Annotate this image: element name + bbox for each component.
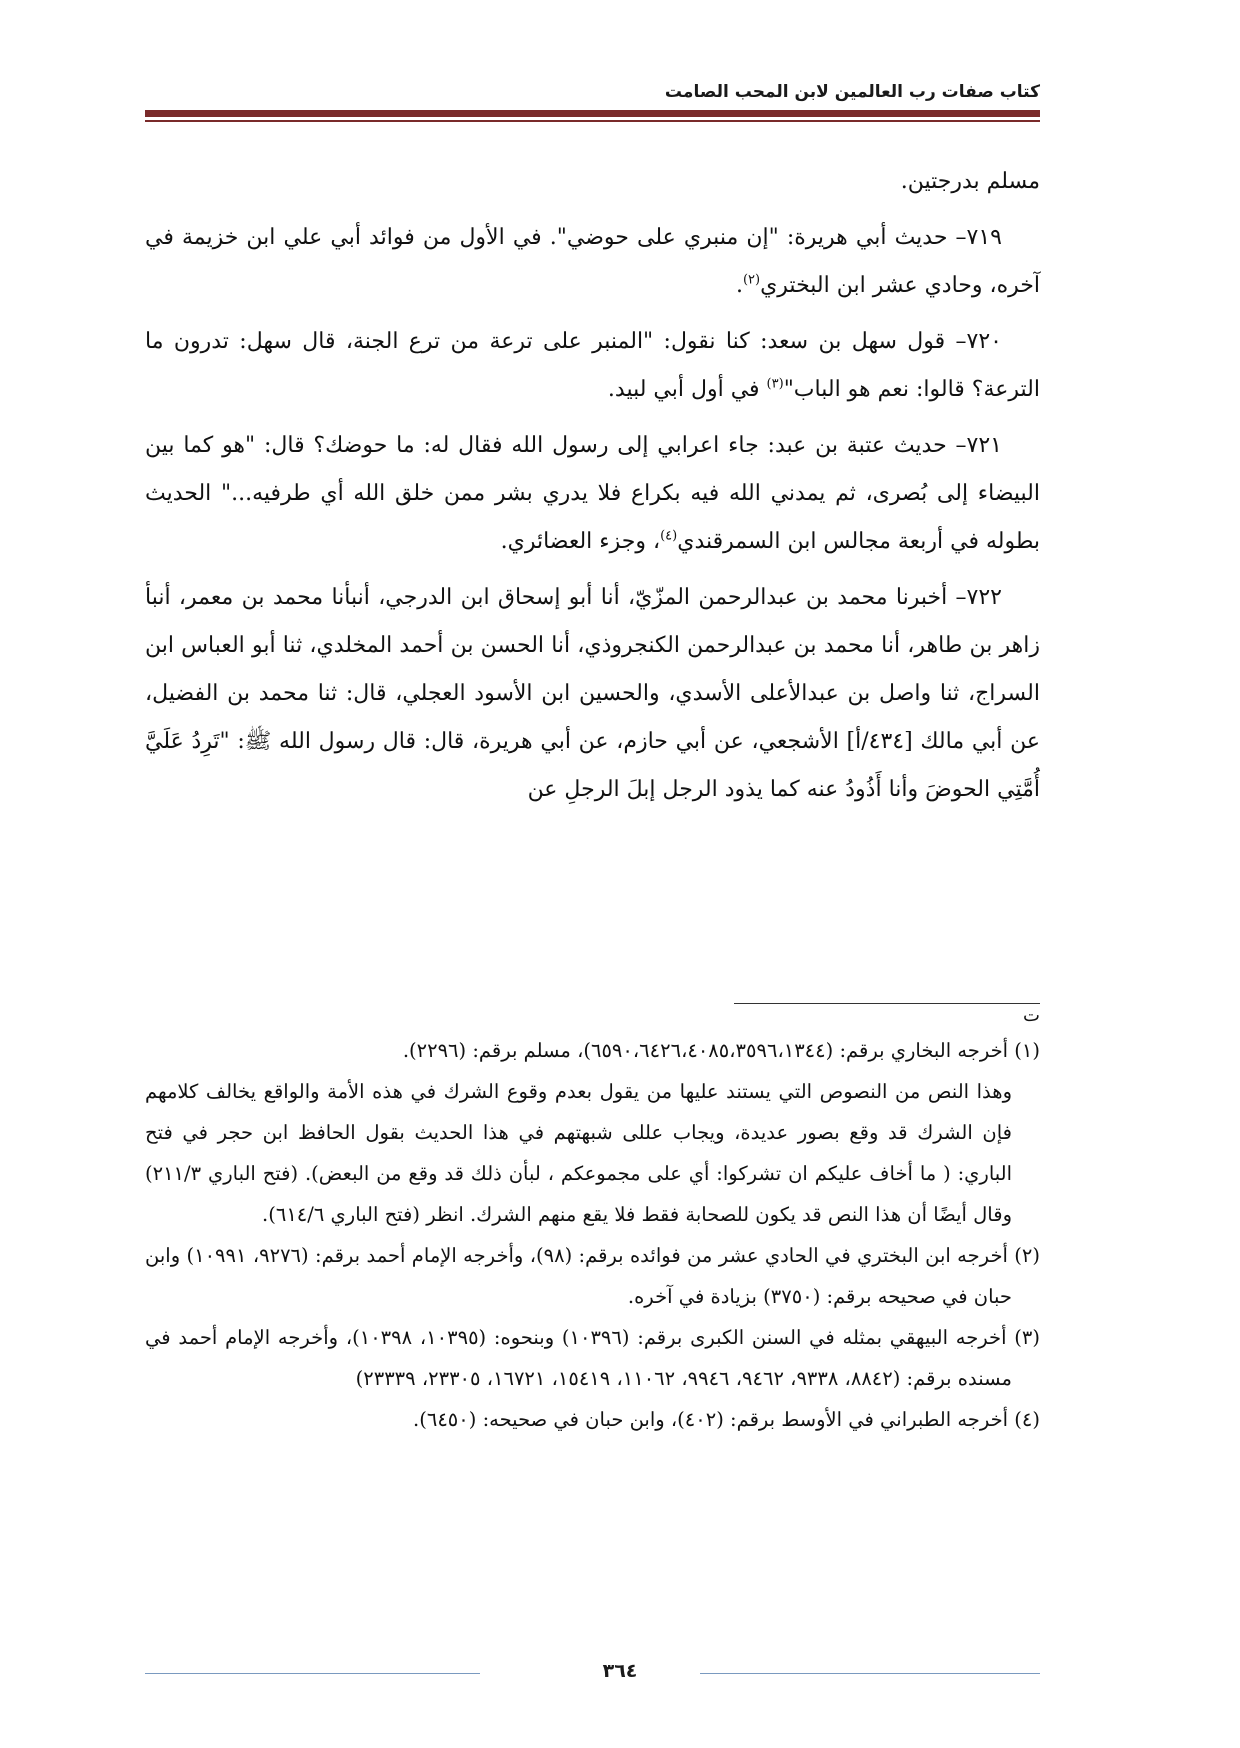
footnote-reference[interactable]: (٢) bbox=[742, 272, 761, 288]
paragraph-721 bbox=[145, 422, 1040, 566]
footnote-reference[interactable]: (٤) bbox=[660, 528, 678, 544]
footnotes bbox=[145, 1030, 1040, 1440]
paragraph-text-end: ، وجزء العضائري. bbox=[500, 529, 661, 554]
paragraph-text-end: . bbox=[735, 273, 743, 298]
paragraph-722 bbox=[145, 574, 1040, 814]
footer-divider-right bbox=[700, 1673, 1040, 1674]
footnote-1: (١) أخرجه البخاري برقم: (٦٥٩٠،٦٤٢٦،٤٠٨٥،٣٥٩٦،١٣٤٤)، مسلم برقم: (٢٢٩٦). bbox=[402, 1039, 1040, 1062]
page-number: ٣٦٤ bbox=[602, 1660, 638, 1682]
footnote-3: (٣) أخرجه البيهقي بمثله في السنن الكبرى برقم: (١٠٣٩٦) وبنحوه: (١٠٣٩٥، ١٠٣٩٨)، وأخرجه الإمام أحمد في مسنده برقم: (٨٨٤٢، ٩٣٣٨، ٩٤٦٢، ٩٩٤٦، ١١٠٦٢، ١٥٤١٩، ١٦٧٢١، ٢٣٣٠٥، ٢٣٣٣٩) bbox=[145, 1326, 1041, 1390]
paragraph-719 bbox=[145, 214, 1040, 310]
footnote-separator bbox=[734, 1003, 1040, 1004]
header-divider-thick bbox=[145, 110, 1040, 117]
paragraph-text: مسلم بدرجتين. bbox=[900, 169, 1040, 194]
footnote-4: (٤) أخرجه الطبراني في الأوسط برقم: (٤٠٢)، وابن حبان في صحيحه: (٦٤٥٠). bbox=[413, 1408, 1040, 1431]
main-text bbox=[145, 158, 1040, 822]
paragraph-text: ٧١٩– حديث أبي هريرة: "إن منبري على حوضي". في الأول من فوائد أبي علي ابن خزيمة في آخره، وحادي عشر ابن البختري bbox=[145, 225, 1040, 298]
paragraph-720 bbox=[145, 318, 1040, 414]
paragraph-text-end: في أول أبي لبيد. bbox=[607, 377, 767, 402]
footer-divider-left bbox=[145, 1673, 480, 1674]
footnote-1-continuation: وهذا النص من النصوص التي يستند عليها من يقول بعدم وقوع الشرك في هذه الأمة والواقع يخالف كلامهم فإن الشرك قد وقع بصور عديدة، ويجاب عللى شبهتهم في هذا الحديث بقول الحافظ ابن حجر في فتح الباري: ( ما أخاف عليكم ان تشركوا: أي على مجموعكم ، لبأن ذلك قد وقع من البعض). (فتح الباري ٢١١/٣) وقال أيضًا أن هذا النص قد يكون للصحابة فقط فلا يقع منهم الشرك. انظر (فتح الباري ٦١٤/٦). bbox=[145, 1080, 1012, 1226]
book-title: كتاب صفات رب العالمين لابن المحب الصامت bbox=[664, 82, 1040, 102]
header-divider-thin bbox=[145, 120, 1040, 122]
paragraph-text: ٧٢١– حديث عتبة بن عبد: جاء اعرابي إلى رسول الله فقال له: ما حوضك؟ قال: "هو كما بين البيضاء إلى بُصرى، ثم يمدني الله فيه بكراع فلا يدري بشر ممن خلق الله أي طرفيه..." الحديث بطوله في أربعة مجالس ابن السمرقندي bbox=[145, 433, 1040, 554]
continuation-mark: ت bbox=[1023, 1005, 1040, 1026]
paragraph-text: ٧٢٢– أخبرنا محمد بن عبدالرحمن المزّيّ، أنا أبو إسحاق ابن الدرجي، أنبأنا محمد بن معمر، أنبأ زاهر بن طاهر، أنا محمد بن عبدالرحمن الكنجروذي، أنا الحسن بن أحمد المخلدي، ثنا أبو العباس ابن السراج، ثنا واصل بن عبدالأعلى الأسدي، والحسين ابن الأسود العجلي، قال: ثنا محمد بن الفضيل، عن أبي مالك [٤٣٤/أ] الأشجعي، عن أبي حازم، عن أبي هريرة، قال: قال رسول الله ﷺ: "تَرِدُ عَلَيَّ أُمَّتِي الحوضَ وأنا أَذُودُ عنه كما يذود الرجل إبلَ الرجلِ عن bbox=[145, 585, 1040, 802]
footnote-reference[interactable]: (٣) bbox=[766, 376, 784, 392]
footnote-2: (٢) أخرجه ابن البختري في الحادي عشر من فوائده برقم: (٩٨)، وأخرجه الإمام أحمد برقم: (٩٢٧٦، ١٠٩٩١) وابن حبان في صحيحه برقم: (٣٧٥٠) بزيادة في آخره. bbox=[145, 1244, 1040, 1308]
paragraph-continuation bbox=[145, 158, 1040, 206]
paragraph-text: ٧٢٠– قول سهل بن سعد: كنا نقول: "المنبر على ترعة من ترع الجنة، قال سهل: تدرون ما الترعة؟ قالوا: نعم هو الباب" bbox=[145, 329, 1040, 402]
